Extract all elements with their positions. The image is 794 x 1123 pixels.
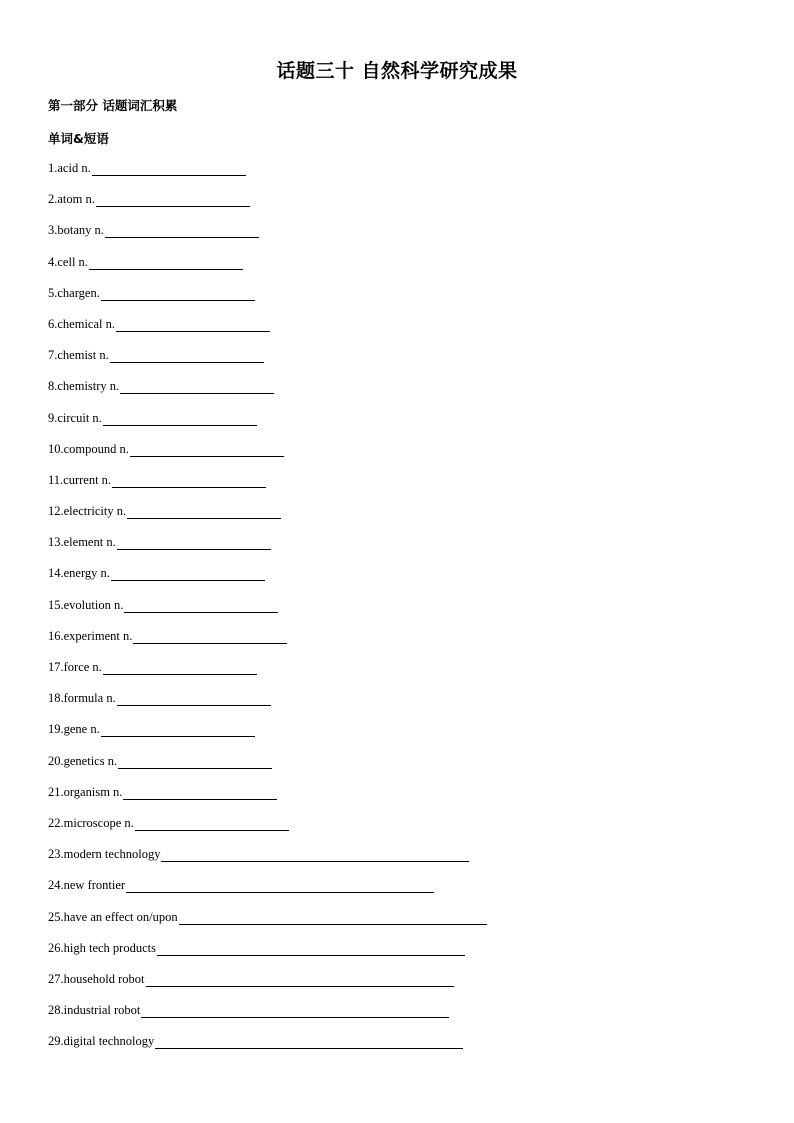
vocab-item: [48, 191, 748, 222]
vocab-item-label: 5.chargen.: [48, 285, 100, 300]
vocab-item-label: 25.have an effect on/upon: [48, 909, 178, 924]
answer-blank-line[interactable]: [92, 160, 246, 176]
answer-blank-line[interactable]: [146, 971, 454, 987]
answer-blank-line[interactable]: [117, 690, 271, 706]
vocab-item-label: 23.modern technology: [48, 847, 161, 862]
vocab-item: [48, 285, 748, 316]
answer-blank-line[interactable]: [130, 441, 284, 457]
vocab-item-label: 22.microscope n.: [48, 815, 134, 830]
vocab-item: [48, 316, 748, 347]
vocab-item: [48, 846, 748, 877]
vocab-item: [48, 534, 748, 565]
vocab-item: [48, 940, 748, 971]
answer-blank-line[interactable]: [116, 316, 270, 332]
vocab-item: [48, 503, 748, 534]
answer-blank-line[interactable]: [103, 659, 257, 675]
vocab-item: [48, 971, 748, 1002]
vocab-item: [48, 565, 748, 596]
vocab-item-label: 12.electricity n.: [48, 504, 127, 519]
answer-blank-line[interactable]: [103, 410, 257, 426]
vocab-item-label: 19.gene n.: [48, 722, 100, 737]
vocabulary-list: [48, 160, 748, 1064]
vocab-item: [48, 784, 748, 815]
answer-blank-line[interactable]: [135, 815, 289, 831]
vocab-item-label: 16.experiment n.: [48, 628, 133, 643]
vocab-item: [48, 160, 748, 191]
vocab-item: [48, 254, 748, 285]
vocab-item-label: 3.botany n.: [48, 223, 104, 238]
answer-blank-line[interactable]: [105, 222, 259, 238]
answer-blank-line[interactable]: [111, 565, 265, 581]
vocab-item-label: 28.industrial robot: [48, 1003, 141, 1018]
vocab-item-label: 27.household robot: [48, 971, 145, 986]
answer-blank-line[interactable]: [112, 472, 266, 488]
vocab-item-label: 8.chemistry n.: [48, 379, 120, 394]
vocab-item-label: 10.compound n.: [48, 441, 129, 456]
answer-blank-line[interactable]: [101, 721, 255, 737]
vocab-item: [48, 378, 748, 409]
vocab-item-label: 17.force n.: [48, 660, 102, 674]
vocab-item-label: 21.organism n.: [48, 784, 123, 799]
vocab-item: [48, 909, 748, 940]
answer-blank-line[interactable]: [155, 1033, 463, 1049]
answer-blank-line[interactable]: [101, 285, 255, 301]
answer-blank-line[interactable]: [141, 1002, 449, 1018]
vocab-item: [48, 1033, 748, 1064]
vocab-item-label: 11.current n.: [48, 472, 112, 487]
section-heading: 第一部分 话题词汇积累: [48, 98, 178, 113]
vocab-item-label: 14.energy n.: [48, 566, 110, 581]
vocab-item: [48, 721, 748, 752]
vocab-item-label: 18.formula n.: [48, 691, 116, 706]
answer-blank-line[interactable]: [127, 503, 281, 519]
vocab-item: [48, 628, 748, 659]
vocab-item: [48, 815, 748, 846]
vocab-item-label: 6.chemical n.: [48, 316, 115, 331]
vocab-item-label: 2.atom n.: [48, 192, 95, 207]
answer-blank-line[interactable]: [120, 378, 274, 394]
vocab-item: [48, 753, 748, 784]
vocab-item: [48, 690, 748, 721]
vocab-item: [48, 347, 748, 378]
vocab-item-label: 4.cell n.: [48, 254, 88, 269]
vocab-item: [48, 1002, 748, 1033]
answer-blank-line[interactable]: [96, 191, 250, 207]
answer-blank-line[interactable]: [110, 347, 264, 363]
vocab-item-label: 13.element n.: [48, 535, 116, 550]
vocab-item: [48, 877, 748, 908]
answer-blank-line[interactable]: [89, 254, 243, 270]
answer-blank-line[interactable]: [157, 940, 465, 956]
vocab-item: [48, 410, 748, 441]
vocab-item-label: 1.acid n.: [48, 161, 91, 175]
answer-blank-line[interactable]: [118, 753, 272, 769]
answer-blank-line[interactable]: [124, 597, 278, 613]
vocab-item: [48, 597, 748, 628]
vocab-item-label: 9.circuit n.: [48, 410, 102, 425]
answer-blank-line[interactable]: [133, 628, 287, 644]
vocab-item-label: 29.digital technology: [48, 1034, 155, 1049]
vocab-item-label: 15.evolution n.: [48, 597, 124, 612]
vocab-item-label: 26.high tech products: [48, 940, 156, 955]
answer-blank-line[interactable]: [126, 877, 434, 893]
vocab-item-label: 7.chemist n.: [48, 348, 109, 363]
answer-blank-line[interactable]: [161, 846, 469, 862]
vocab-item: [48, 472, 748, 503]
page-title: 话题三十 自然科学研究成果: [276, 60, 518, 82]
answer-blank-line[interactable]: [117, 534, 271, 550]
answer-blank-line[interactable]: [123, 784, 277, 800]
vocab-item-label: 24.new frontier: [48, 878, 126, 893]
sub-heading: 单词&短语: [48, 131, 109, 146]
answer-blank-line[interactable]: [179, 909, 487, 925]
vocab-item: [48, 222, 748, 253]
vocab-item: [48, 441, 748, 472]
vocab-item-label: 20.genetics n.: [48, 753, 118, 768]
vocab-item: [48, 659, 748, 690]
